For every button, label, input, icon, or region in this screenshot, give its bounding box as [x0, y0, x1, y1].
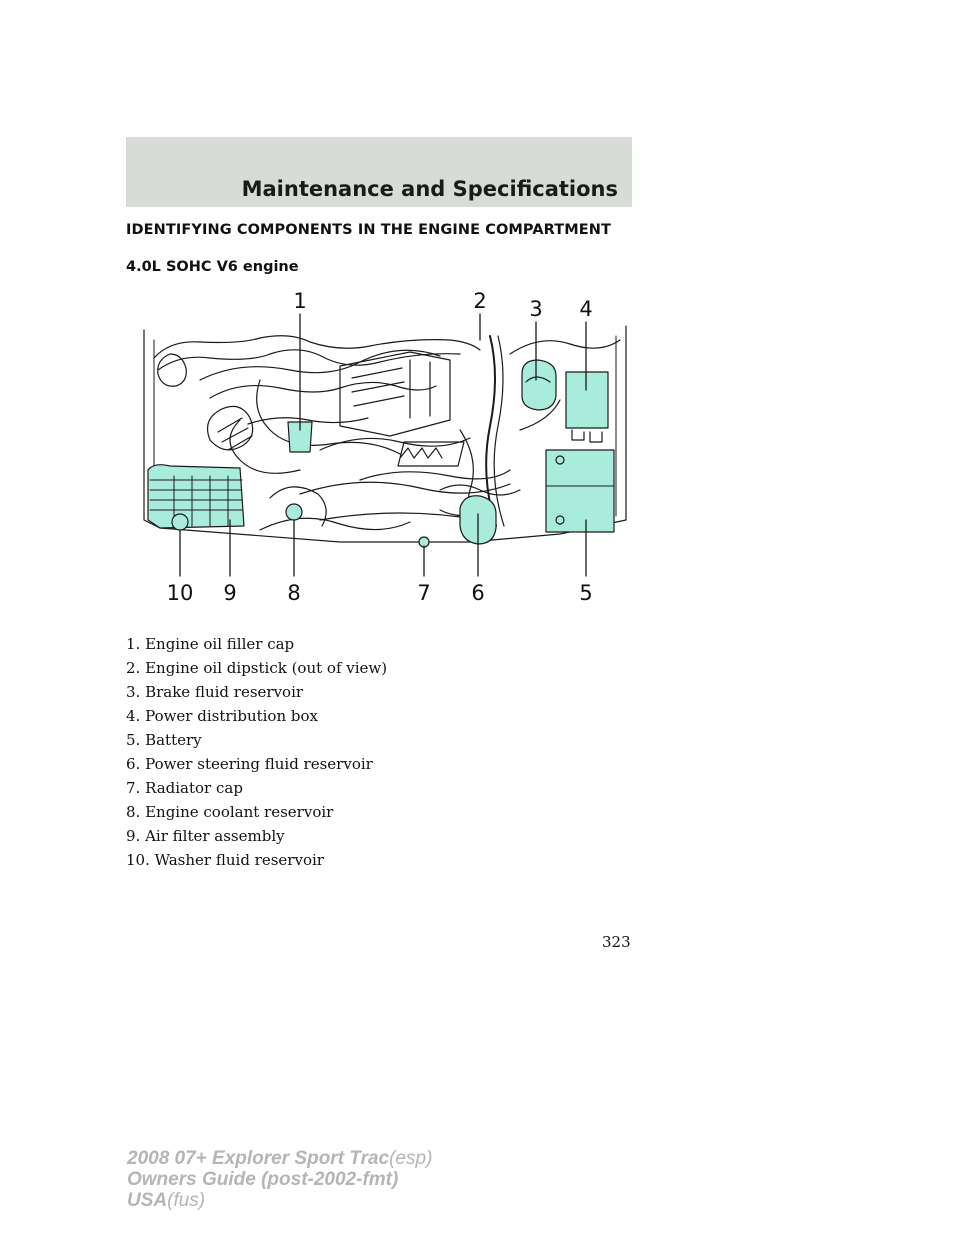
callout-9: 9 — [223, 581, 237, 605]
brake-fluid-reservoir — [522, 360, 556, 410]
callout-1: 1 — [293, 289, 307, 313]
callout-5: 5 — [579, 581, 593, 605]
page-number: 323 — [602, 933, 631, 951]
callout-4: 4 — [579, 297, 593, 321]
footer-region: USA — [127, 1190, 168, 1211]
legend-item: 8. Engine coolant reservoir — [126, 803, 334, 821]
legend-item: 3. Brake fluid reservoir — [126, 683, 304, 701]
callout-10: 10 — [166, 581, 194, 605]
footer-region-tag: (fus) — [167, 1190, 206, 1211]
legend-item: 4. Power distribution box — [126, 707, 318, 725]
footer-model: 2008 07+ Explorer Sport Trac — [127, 1148, 390, 1169]
callout-3: 3 — [529, 297, 543, 321]
callout-7: 7 — [417, 581, 431, 605]
section-title: IDENTIFYING COMPONENTS IN THE ENGINE COMPARTMENT — [126, 222, 612, 238]
legend-item: 5. Battery — [126, 731, 202, 749]
power-distribution-box — [566, 372, 608, 428]
footer-model-tag: (esp) — [389, 1148, 433, 1169]
engine-compartment-diagram — [140, 280, 630, 610]
footer-guide: Owners Guide (post-2002-fmt) — [127, 1169, 399, 1190]
legend-item: 2. Engine oil dipstick (out of view) — [126, 659, 388, 677]
callout-6: 6 — [471, 581, 485, 605]
air-filter-assembly — [148, 465, 244, 528]
callout-2: 2 — [473, 289, 487, 313]
coolant-reservoir — [286, 504, 302, 520]
component-legend — [126, 632, 387, 872]
engine-subtitle: 4.0L SOHC V6 engine — [126, 259, 299, 275]
legend-item: 7. Radiator cap — [126, 779, 243, 797]
page-header-title: Maintenance and Specifications — [241, 177, 618, 201]
legend-item: 9. Air filter assembly — [126, 827, 285, 845]
header-band — [126, 137, 632, 207]
callout-8: 8 — [287, 581, 301, 605]
legend-item: 10. Washer fluid reservoir — [126, 851, 324, 869]
washer-fluid-reservoir — [172, 514, 188, 530]
footer-watermark — [127, 1148, 432, 1211]
legend-item: 6. Power steering fluid reservoir — [126, 755, 373, 773]
legend-item: 1. Engine oil filler cap — [126, 635, 295, 653]
